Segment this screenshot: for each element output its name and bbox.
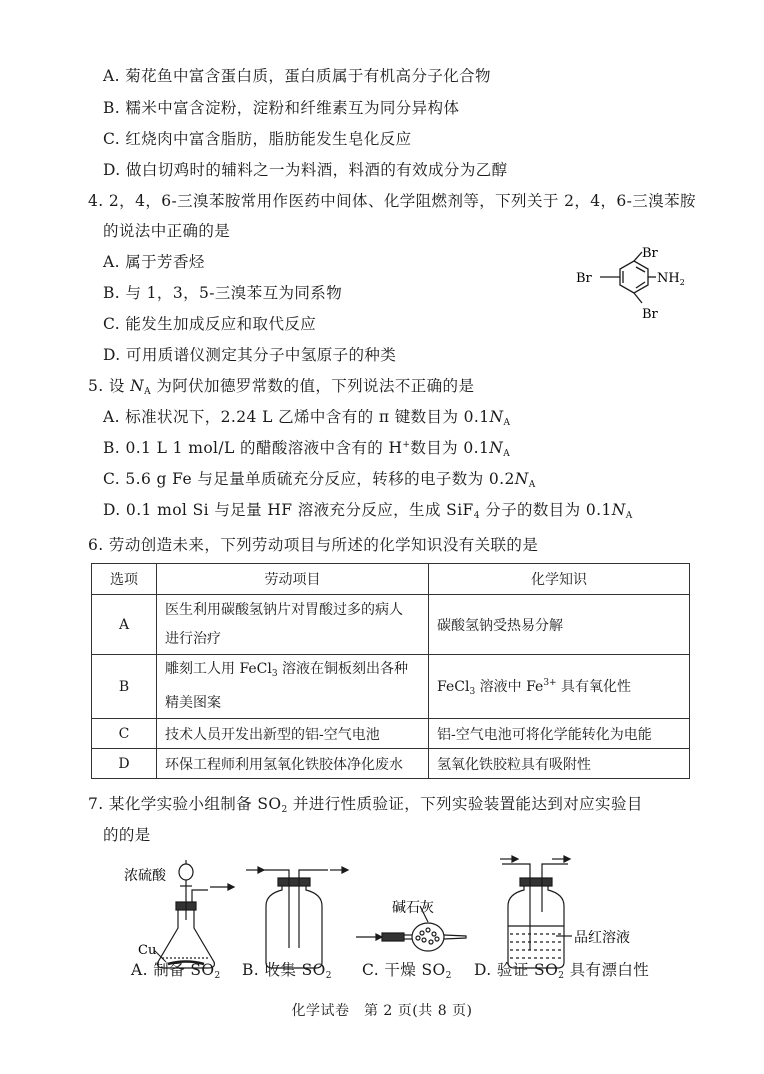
apparatus-b-bottle <box>246 867 348 968</box>
q7-stem-line1: 7. 某化学实验小组制备 $SO_2$ 并进行性质验证，下列实验装置能达到对应实验目 <box>88 795 643 815</box>
q5-stem: 5. 设 $N_A$ 为阿伏加德罗常数的值，下列说法不正确的是 <box>88 377 475 397</box>
caption-c: C. 干燥 $SO_2$ <box>362 961 452 981</box>
q3-option-d: D. 做白切鸡时的辅料之一为料酒，料酒的有效成分为乙醇 <box>103 161 508 179</box>
caption-b: B. 收集 $SO_2$ <box>242 961 332 981</box>
q5-option-d: D. 0.1 mol Si 与足量 HF 溶液充分反应，生成 SiF$_4$ 分子的数目为 $0.1N_A$ <box>103 501 633 521</box>
br-left-label: Br <box>576 271 592 286</box>
q4-option-c: C. 能发生加成反应和取代反应 <box>103 315 317 333</box>
q6-stem: 6. 劳动创造未来，下列劳动项目与所述的化学知识没有关联的是 <box>88 536 539 554</box>
apparatus-a-flask <box>158 860 234 968</box>
q4-option-a: A. 属于芳香烃 <box>103 253 205 271</box>
nh2-label: $NH_2$ <box>657 271 685 287</box>
row-option: A <box>92 595 157 655</box>
caption-d: D. 验证 $SO_2$ 具有漂白性 <box>474 961 650 981</box>
q5-option-b: B. 0.1 L 1 mol/L 的醋酸溶液中含有的 H+数目为 $0.1N_A$ <box>103 439 511 459</box>
label-magenta-solution: 品红溶液 <box>574 930 630 946</box>
row-knowledge: 铝-空气电池可将化学能转化为电能 <box>429 719 690 749</box>
q4-option-b: B. 与 1，3，5-三溴苯互为同系物 <box>103 284 343 302</box>
q3-option-a: A. 菊花鱼中富含蛋白质，蛋白质属于有机高分子化合物 <box>103 67 491 85</box>
q4-stem-line1: 4. 2，4，6-三溴苯胺常用作医药中间体、化学阻燃剂等，下列关于 2，4，6-三溴苯胺 <box>88 192 696 210</box>
row-item: 技术人员开发出新型的铝-空气电池 <box>157 719 429 749</box>
row-option: C <box>92 719 157 749</box>
table-row <box>92 749 690 779</box>
header-chem-knowledge: 化学知识 <box>429 564 690 595</box>
q4-stem-line2: 的说法中正确的是 <box>103 222 231 240</box>
row-knowledge: FeCl$_3$ 溶液中 $Fe^{3+}$ 具有氧化性 <box>429 655 690 719</box>
q4-option-d: D. 可用质谱仪测定其分子中氢原子的种类 <box>103 346 397 364</box>
table-row <box>92 719 690 749</box>
br-top-label: Br <box>642 246 658 261</box>
table-row <box>92 595 690 655</box>
row-option: D <box>92 749 157 779</box>
table-header-row <box>92 564 690 595</box>
label-cu: Cu <box>138 943 157 958</box>
label-soda-lime: 碱石灰 <box>392 900 434 916</box>
label-conc-sulfuric-acid: 浓硫酸 <box>124 868 166 884</box>
q3-option-c: C. 红烧肉中富含脂肪，脂肪能发生皂化反应 <box>103 130 412 148</box>
header-option: 选项 <box>92 564 157 595</box>
row-knowledge: 碳酸氢钠受热易分解 <box>429 595 690 655</box>
header-labor-item: 劳动项目 <box>157 564 429 595</box>
q7-stem-line2: 的的是 <box>103 826 151 844</box>
row-item: 环保工程师利用氢氧化铁胶体净化废水 <box>157 749 429 779</box>
q3-option-b: B. 糯米中富含淀粉，淀粉和纤维素互为同分异构体 <box>103 99 460 117</box>
apparatus-d-wash-bottle <box>500 856 572 968</box>
row-item: 医生利用碳酸氢钠片对胃酸过多的病人 进行治疗 <box>157 595 429 655</box>
q5-option-c: C. 5.6 g Fe 与足量单质硫充分反应，转移的电子数为 $0.2N_A$ <box>103 470 536 490</box>
page-footer: 化学试卷 第 2 页(共 8 页) <box>291 1003 473 1019</box>
row-item: 雕刻工人用 FeCl$_3$ 溶液在铜板刻出各种 精美图案 <box>157 655 429 719</box>
table-row <box>92 655 690 719</box>
q6-table <box>91 563 690 779</box>
row-option: B <box>92 655 157 719</box>
row-knowledge: 氢氧化铁胶粒具有吸附性 <box>429 749 690 779</box>
br-bottom-label: Br <box>642 307 658 322</box>
caption-a: A. 制备 $SO_2$ <box>131 961 221 981</box>
tribromoaniline-structure <box>570 245 690 330</box>
q5-option-a: A. 标准状况下，2.24 L 乙烯中含有的 π 键数目为 $0.1N_A$ <box>103 408 511 428</box>
